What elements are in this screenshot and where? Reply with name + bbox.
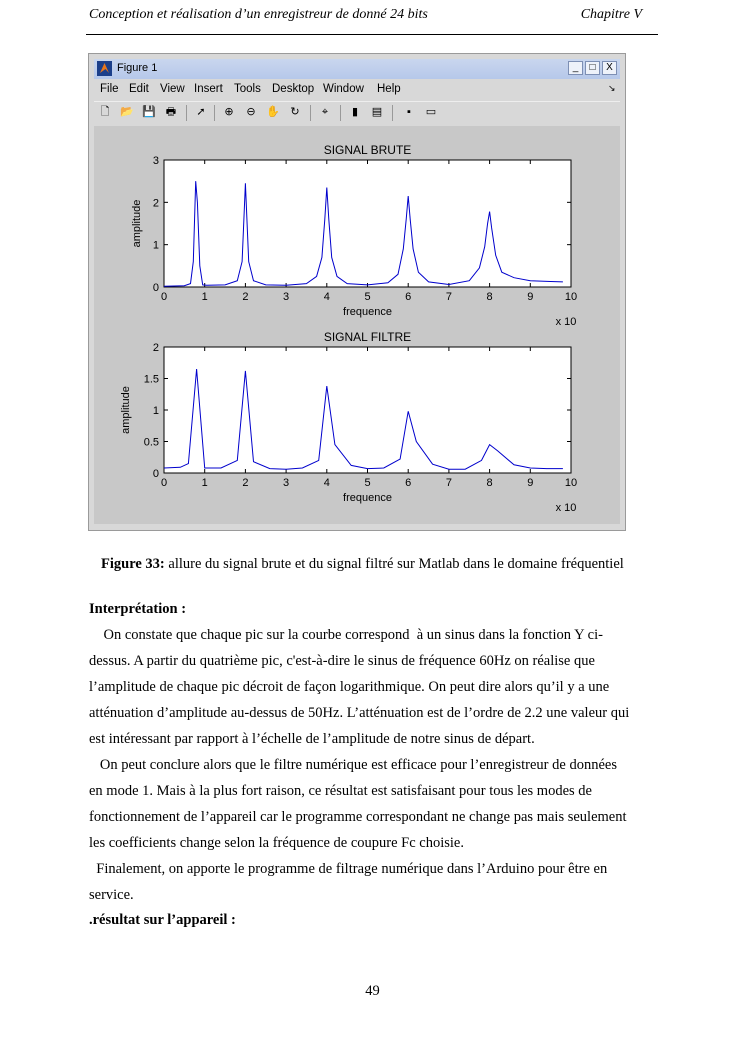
x-tick-label: 5 [364,477,371,489]
x-tick-label: 3 [283,477,290,489]
menu-view[interactable]: View [160,83,185,95]
x-tick-label: 2 [242,477,249,489]
figure-menu-bar [94,81,620,99]
x-tick-label: 9 [527,291,534,303]
axes-box [164,160,571,287]
plot-area [94,126,620,524]
menu-desktop[interactable]: Desktop [272,83,315,95]
x-tick-label: 6 [405,477,412,489]
zoom-in-icon[interactable]: ⊕ [224,106,234,118]
text-line: On peut conclure alors que le filtre numérique est efficace pour l’enregistreur de données [89,757,617,773]
paragraph-1 [89,622,651,752]
text-line: On constate que chaque pic sur la courbe correspond à un sinus dans la fonction Y ci- [89,627,603,643]
menu-insert[interactable]: Insert [194,83,223,95]
toolbar-separator [340,105,341,121]
caption-label: Figure 33: [101,556,165,572]
y-tick-label: 3 [152,155,159,167]
text-line: les coefficients change selon la fréquence de coupure Fc choisie. [89,835,464,851]
y-tick-label: 0 [152,282,159,294]
y-tick-label: 2 [152,197,159,210]
matlab-figure-window [88,53,626,531]
menu-window[interactable]: Window [323,83,364,95]
x-tick-label: 5 [364,291,371,303]
x-tick-label: 1 [201,291,208,303]
figure-caption [101,556,624,573]
chart-title: SIGNAL BRUTE [323,143,412,157]
x-tick-label: 0 [160,477,168,489]
paragraph-2 [89,752,651,856]
colorbar-icon[interactable]: ▮ [351,106,359,118]
menu-help[interactable]: Help [377,83,401,95]
text-line: en mode 1. Mais à la plus fort raison, ce résultat est satisfaisant pour tous les modes de [89,783,592,799]
rotate-3d-icon[interactable]: ↻ [290,106,300,118]
header-document-title: Conception et réalisation d’un enregistreur de donné 24 bits [89,7,428,22]
axes-box [164,347,571,473]
x-multiplier-label: x 10 [555,316,577,328]
y-tick-label: 0.5 [143,436,159,449]
figure-toolbar [94,101,620,124]
header-rule [86,34,658,35]
toolbar-separator [186,105,187,121]
x-tick-label: 10 [564,291,578,303]
menu-tools[interactable]: Tools [234,83,261,95]
print-icon[interactable]: 🖶 [165,106,177,118]
menu-file[interactable]: File [100,83,119,95]
text-line: dessus. A partir du quatrième pic, c'est-à-dire le sinus de fréquence 60Hz on réalise que [89,653,595,669]
y-tick-label: 1 [152,405,159,417]
y-axis-label: amplitude [131,199,143,248]
maximize-button[interactable]: □ [585,61,600,75]
caption-text: allure du signal brute et du signal filtré sur Matlab dans le domaine fréquentiel [164,556,624,572]
x-tick-label: 4 [323,291,330,303]
page-number: 49 [365,983,380,999]
x-tick-label: 8 [486,291,493,303]
text-line: atténuation d’amplitude au-dessus de 50Hz. L’atténuation est de l’ordre de 2.2 une valeur qui [89,705,630,721]
figure-title-bar [94,59,620,79]
text-line: Finalement, on apporte le programme de filtrage numérique dans l’Arduino pour être en [89,861,608,877]
x-multiplier-label: x 10 [555,502,577,514]
x-tick-label: 9 [527,477,534,489]
x-tick-label: 0 [160,291,168,303]
x-axis-label: frequence [343,306,392,318]
x-tick-label: 10 [564,477,578,489]
text-line: service. [89,887,134,903]
menu-edit[interactable]: Edit [129,83,149,95]
x-axis-label: frequence [343,492,392,504]
y-axis-label: amplitude [120,386,132,434]
matlab-logo-icon [97,61,112,76]
menu-dock-arrow-icon[interactable]: ↘ [608,83,616,93]
charts-svg [94,126,620,524]
x-tick-label: 4 [323,477,330,489]
toolbar-separator [214,105,215,121]
hide-plot-tools-icon[interactable]: ▪ [407,106,411,118]
result-heading: .résultat sur l’appareil : [89,912,236,928]
figure-title: Figure 1 [117,62,158,74]
chart-title: SIGNAL FILTRE [323,330,412,344]
zoom-out-icon[interactable]: ⊖ [246,106,256,118]
y-tick-label: 0 [152,468,159,480]
x-tick-label: 3 [283,291,290,303]
toolbar-separator [310,105,311,121]
y-tick-label: 2 [152,342,159,354]
x-tick-label: 8 [486,477,493,489]
toolbar-separator [392,105,393,121]
open-file-icon[interactable]: 📂 [120,106,134,118]
y-tick-label: 1.5 [143,373,159,386]
text-line: l’amplitude de chaque pic décroit de façon logarithmique. On peut dire alors qu’il y a une [89,679,610,695]
interpretation-heading: Interprétation : [89,601,187,617]
save-icon[interactable]: 💾 [142,106,156,118]
header-chapter: Chapitre V [580,7,642,22]
legend-icon[interactable]: ▤ [371,106,383,118]
pan-hand-icon[interactable]: ✋ [266,106,280,118]
data-cursor-icon[interactable]: ⌖ [321,106,329,118]
new-figure-icon[interactable]: 🗋 [100,106,110,118]
x-tick-label: 7 [445,291,452,303]
show-plot-tools-icon[interactable]: ▭ [425,106,437,118]
minimize-button[interactable]: _ [568,61,583,75]
edit-plot-arrow-icon[interactable]: ➚ [196,106,206,118]
y-tick-label: 1 [152,239,159,252]
paragraph-3 [89,856,651,908]
x-tick-label: 1 [201,477,208,489]
text-line: fonctionnement de l’appareil car le programme correspondant ne change pas mais seulement [89,809,627,825]
x-tick-label: 7 [445,477,452,489]
text-line: est intéressant par rapport à l’échelle de l’amplitude de notre sinus de départ. [89,731,535,747]
close-button[interactable]: X [602,61,617,75]
x-tick-label: 2 [242,291,249,303]
x-tick-label: 6 [405,291,412,303]
